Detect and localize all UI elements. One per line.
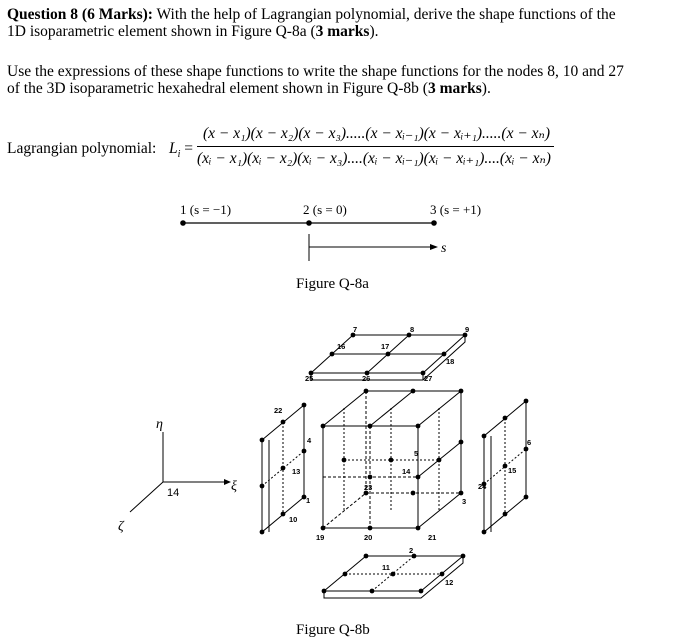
lbl-15: 15 — [508, 466, 517, 475]
s-axis-arrow — [430, 244, 438, 250]
lbl-3: 3 — [462, 497, 467, 506]
polynomial-label: Lagrangian polynomial: — [7, 140, 157, 157]
s-axis-label: s — [441, 241, 447, 256]
lbl-5: 5 — [414, 449, 419, 458]
lbl-2: 2 — [409, 546, 414, 555]
lbl-6: 6 — [527, 438, 532, 447]
figure-a-caption: Figure Q-8a — [296, 276, 369, 292]
lbl-23: 23 — [364, 483, 373, 492]
eta-label: η — [156, 417, 163, 432]
lbl-4: 4 — [307, 436, 312, 445]
question-intro: With the help of Lagrangian polynomial, derive the shape functions of the — [152, 6, 616, 23]
origin-label: 14 — [167, 487, 180, 499]
lbl-19: 19 — [316, 533, 325, 542]
lbl-10: 10 — [289, 515, 298, 524]
lbl-18: 18 — [446, 357, 455, 366]
lbl-9: 9 — [465, 325, 470, 334]
marks-b: 3 marks — [427, 80, 482, 97]
question-line-2b: ). — [369, 23, 379, 40]
lbl-26: 26 — [362, 374, 371, 383]
lbl-25: 25 — [305, 374, 314, 383]
lbl-13: 13 — [292, 467, 301, 476]
lbl-20: 20 — [364, 533, 373, 542]
node-1-label: 1 (s = −1) — [180, 202, 232, 217]
equals-sign: = — [184, 140, 194, 157]
lbl-22: 22 — [274, 406, 283, 415]
polynomial-numerator: (x − x₁)(x − x₂)(x − x₃).....(x − xᵢ₋₁)(x − xᵢ₊₁).....(x − xₙ) — [203, 125, 550, 142]
lhs-symbol: L — [169, 140, 178, 157]
lbl-12: 12 — [445, 578, 454, 587]
question-heading: Question 8 (6 Marks): — [7, 6, 153, 23]
lbl-8: 8 — [410, 325, 415, 334]
bottom-slab — [324, 556, 463, 598]
lhs-subscript: i — [177, 149, 181, 161]
lbl-11: 11 — [382, 563, 390, 572]
node-3-dot — [431, 220, 437, 226]
use-line-1: Use the expressions of these shape functions to write the shape functions for the nodes 8, 10 and 27 — [7, 63, 624, 80]
node-2-label: 2 (s = 0) — [303, 202, 347, 217]
lbl-27: 27 — [424, 374, 433, 383]
lbl-14: 14 — [402, 467, 411, 476]
lbl-21: 21 — [428, 533, 437, 542]
node-1-dot — [180, 220, 186, 226]
figure-b-axes — [118, 417, 237, 534]
zeta-label: ζ — [118, 519, 124, 534]
lbl-17: 17 — [381, 342, 390, 351]
xi-label: ξ — [231, 479, 237, 494]
node-3-label: 3 (s = +1) — [430, 202, 482, 217]
figure-b-node-labels — [274, 325, 531, 587]
figure-a-element — [180, 220, 447, 261]
use-line-2a: of the 3D isoparametric hexahedral element shown in Figure Q-8b ( — [7, 80, 428, 97]
figure-b-caption: Figure Q-8b — [296, 622, 370, 638]
lbl-16: 16 — [337, 342, 346, 351]
polynomial-denominator: (xᵢ − x₁)(xᵢ − x₂)(xᵢ − x₃)....(xᵢ − xᵢ₋₁)(xᵢ − xᵢ₊₁)....(xᵢ − xₙ) — [197, 150, 551, 167]
question-line-2a: 1D isoparametric element shown in Figure Q-8a ( — [7, 23, 316, 40]
node-2-dot — [306, 220, 312, 226]
figure-b-nodes — [260, 333, 532, 594]
lbl-24: 24 — [478, 482, 487, 491]
lbl-7: 7 — [353, 325, 358, 334]
marks-a: 3 marks — [315, 23, 370, 40]
lbl-1: 1 — [306, 496, 311, 505]
use-line-2b: ). — [481, 80, 491, 97]
